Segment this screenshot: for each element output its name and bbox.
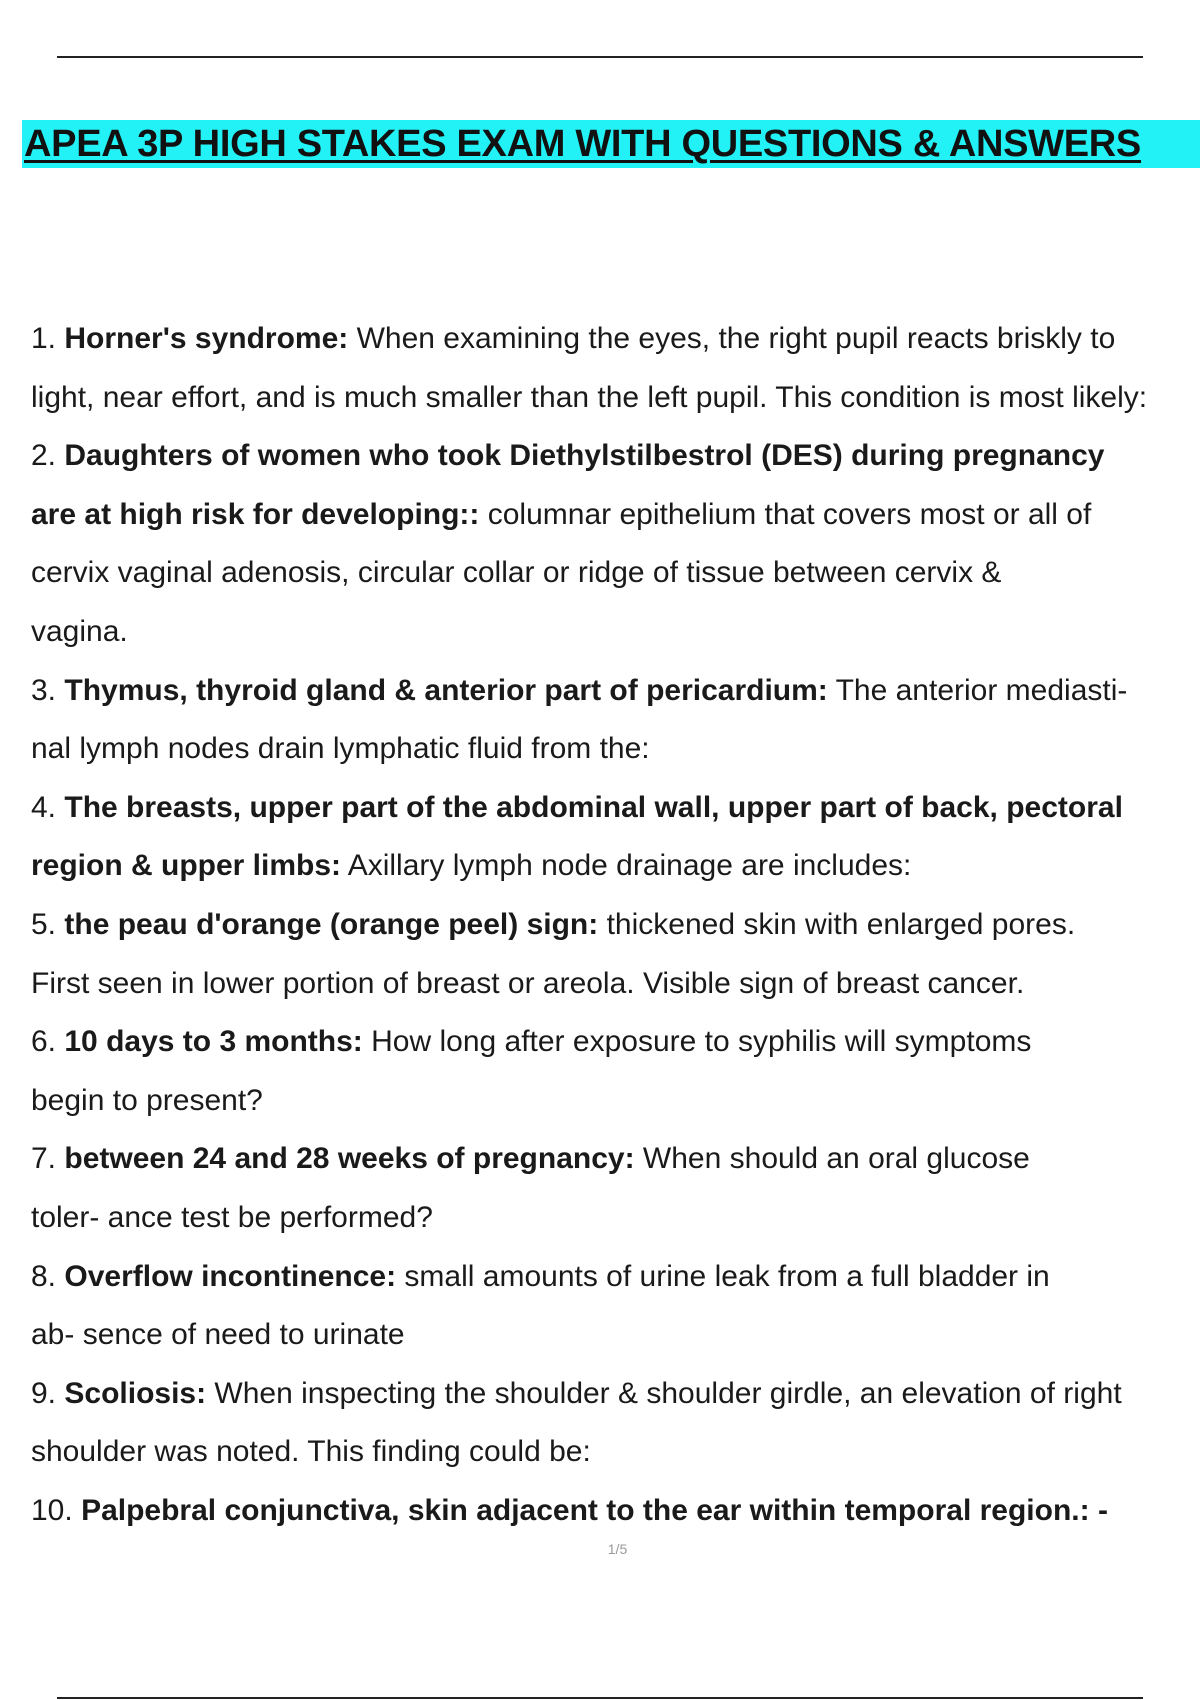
list-item (31, 662, 1200, 779)
item-text: toler- ance test be performed? (31, 1200, 433, 1234)
list-item (31, 1130, 1200, 1247)
list-item (31, 896, 1200, 1013)
list-item (31, 427, 1200, 661)
item-text: begin to present? (31, 1083, 263, 1117)
item-text: vagina. (31, 614, 128, 648)
list-item-line (31, 662, 1200, 721)
list-item-line (31, 369, 1200, 428)
item-text: When examining the eyes, the right pupil reacts briskly to (348, 322, 1116, 355)
list-item-line (31, 427, 1200, 486)
item-text: How long after exposure to syphilis will symptoms (362, 1025, 1032, 1059)
item-number: 4. (31, 790, 57, 824)
list-item (31, 1482, 1200, 1541)
list-item-line (31, 1189, 1200, 1248)
item-text: thickened skin with enlarged pores. (598, 907, 1076, 941)
item-number: 9. (31, 1376, 57, 1410)
item-term: Daughters of women who took Diethylstilbestrol (DES) during pregnancy (64, 439, 1105, 473)
list-item-line (31, 1482, 1200, 1541)
item-text: When should an oral glucose (634, 1142, 1030, 1176)
item-text: small amounts of urine leak from a full bladder in (396, 1259, 1050, 1293)
list-item-line (31, 1130, 1200, 1189)
item-number: 10. (31, 1493, 73, 1527)
title-highlight (22, 120, 1200, 168)
list-item (31, 1248, 1200, 1365)
list-item-line (31, 1365, 1200, 1424)
item-term: Thymus, thyroid gland & anterior part of pericardium: (64, 673, 828, 707)
list-item (31, 779, 1200, 896)
item-text: nal lymph nodes drain lymphatic fluid from the: (31, 732, 650, 766)
item-number: 2. (31, 439, 57, 473)
item-text: columnar epithelium that covers most or all of (479, 497, 1092, 531)
list-item-line (31, 310, 1200, 369)
list-item (31, 1013, 1200, 1130)
list-item-line (31, 1248, 1200, 1307)
list-item-line (31, 896, 1200, 955)
document-title: APEA 3P HIGH STAKES EXAM WITH QUESTIONS & ANSWERS (24, 123, 1141, 165)
item-term: region & upper limbs: (31, 849, 342, 883)
top-divider (57, 56, 1143, 58)
item-text: light, near effort, and is much smaller than the left pupil. This condition is most likely: (31, 380, 1148, 414)
item-text: When inspecting the shoulder & shoulder girdle, an elevation of right (206, 1376, 1122, 1410)
item-term: Horner's syndrome: (64, 322, 349, 355)
list-item-line (31, 955, 1200, 1014)
page-number: 1/5 (607, 1541, 628, 1557)
list-item (31, 310, 1200, 427)
list-item-line (31, 720, 1200, 779)
item-number: 6. (31, 1025, 57, 1059)
item-number: 3. (31, 673, 57, 707)
item-term: Overflow incontinence: (64, 1259, 397, 1293)
list-item-line (31, 486, 1200, 545)
list-item-line (31, 779, 1200, 838)
item-number: 7. (31, 1142, 57, 1176)
item-number: 8. (31, 1259, 57, 1293)
list-item-line (31, 603, 1200, 662)
bottom-divider (57, 1697, 1143, 1699)
item-term: the peau d'orange (orange peel) sign: (64, 907, 599, 941)
list-item-line (31, 1423, 1200, 1482)
item-term: The breasts, upper part of the abdominal wall, upper part of back, pectoral (64, 790, 1123, 824)
list-item-line (31, 1306, 1200, 1365)
item-number: 1. (31, 322, 57, 355)
item-text: shoulder was noted. This finding could be: (31, 1435, 591, 1469)
item-term: Palpebral conjunctiva, skin adjacent to the ear within temporal region.: - (81, 1493, 1108, 1527)
list-item-line (31, 1072, 1200, 1131)
list-item-line (31, 1013, 1200, 1072)
item-text: cervix vaginal adenosis, circular collar or ridge of tissue between cervix & (31, 556, 1002, 590)
list-item-line (31, 544, 1200, 603)
item-term: are at high risk for developing:: (31, 497, 480, 531)
list-item-line (31, 837, 1200, 896)
item-term: 10 days to 3 months: (64, 1025, 363, 1059)
item-text: ab- sence of need to urinate (31, 1318, 405, 1352)
question-answer-list (31, 310, 1200, 1540)
item-term: Scoliosis: (64, 1376, 207, 1410)
item-term: between 24 and 28 weeks of pregnancy: (64, 1142, 635, 1176)
list-item (31, 1365, 1200, 1482)
item-text: First seen in lower portion of breast or areola. Visible sign of breast cancer. (31, 966, 1025, 1000)
item-number: 5. (31, 907, 57, 941)
item-text: Axillary lymph node drainage are includes: (341, 849, 912, 883)
item-text: The anterior mediasti- (827, 673, 1128, 707)
